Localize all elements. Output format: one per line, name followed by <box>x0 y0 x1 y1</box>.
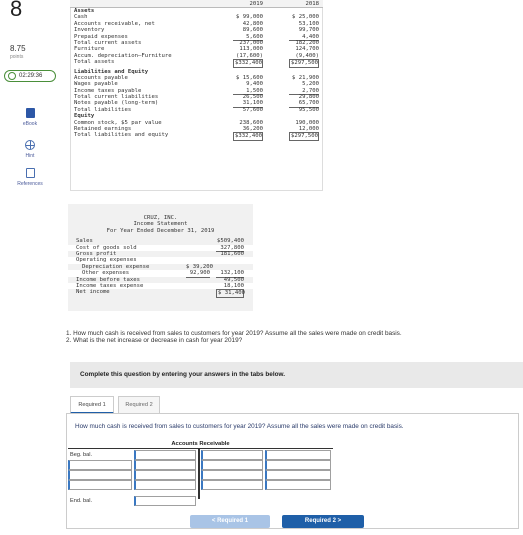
ebook-button[interactable] <box>10 108 50 127</box>
value-2019: 1,500 <box>233 88 263 95</box>
row-label: Accum. depreciation–Furniture <box>74 52 172 59</box>
row-label: Gross profit <box>76 251 117 257</box>
book-icon <box>26 108 35 118</box>
row-label: Depreciation expense <box>82 263 150 270</box>
credit-label-input-2[interactable] <box>201 460 263 470</box>
value-2018: 124,700 <box>295 46 319 53</box>
row-label: Equity <box>74 113 95 120</box>
debit-beg-input[interactable] <box>134 450 196 460</box>
references-button[interactable] <box>10 168 50 187</box>
panel-question: How much cash is received from sales to customers for year 2019? Assume all the sales were made on credit basis. <box>75 423 404 430</box>
debit-label-input-4[interactable] <box>68 480 132 490</box>
value-2018: 95,500 <box>298 106 319 113</box>
row-label: Income before taxes <box>76 276 140 283</box>
row-label: Liabilities and Equity <box>74 68 149 75</box>
points-value: 8.75 <box>10 44 26 53</box>
value-2018: 2,700 <box>289 88 319 95</box>
tab-required-2[interactable]: Required 2 <box>118 396 160 414</box>
tab-required-1[interactable]: Required 1 <box>70 396 114 414</box>
row-label: Total assets <box>74 59 115 66</box>
credit-label-input-4[interactable] <box>201 480 263 490</box>
value-2018: $297,500 <box>291 133 318 140</box>
points-label: points <box>10 54 24 60</box>
value-2019: 238,600 <box>239 119 263 126</box>
beg-bal-label: Beg. bal. <box>70 452 93 458</box>
row-label: Operating expenses <box>76 257 137 264</box>
detail-amount: 92,900 <box>186 270 210 277</box>
value-2018: 5,200 <box>302 81 319 88</box>
credit-amount-input-1[interactable] <box>265 450 331 460</box>
credit-amount-input-3[interactable] <box>265 470 331 480</box>
income-statement <box>68 204 253 311</box>
detail-amount: $ 39,200 <box>186 263 213 270</box>
debit-amount-input-3[interactable] <box>134 470 196 480</box>
value-2018: $ 25,000 <box>292 14 319 21</box>
row-label: Accounts payable <box>74 74 128 81</box>
hint-button[interactable] <box>10 140 50 159</box>
value-2019: 42,800 <box>242 20 263 27</box>
total-amount: $ 31,400 <box>218 290 245 297</box>
debit-amount-input-2[interactable] <box>134 460 196 470</box>
end-bal-label: End. bal. <box>70 498 93 504</box>
row-label: Income taxes payable <box>74 87 142 94</box>
value-2018: 182,200 <box>295 39 319 46</box>
references-icon <box>26 168 35 178</box>
value-2018: (9,400) <box>289 53 319 60</box>
value-2018: $297,500 <box>291 60 318 67</box>
income-statement-title: Income Statement <box>133 221 188 228</box>
balance-sheet-header <box>70 0 323 8</box>
value-2018: 99,700 <box>298 27 319 34</box>
total-amount: 327,800 <box>216 245 244 252</box>
column-2018: 2018 <box>305 1 319 7</box>
previous-required-button[interactable]: < Required 1 <box>190 515 270 528</box>
value-2019: 9,400 <box>246 81 263 88</box>
row-label: Notes payable (long-term) <box>74 100 159 107</box>
row-label: Furniture <box>74 46 105 53</box>
hint-icon <box>25 140 35 150</box>
income-statement-row <box>68 289 253 295</box>
question-1: 1. How much cash is received from sales to customers for year 2019? Assume all the sales were made on credit basis. <box>66 330 402 337</box>
value-2019: 113,000 <box>239 46 263 53</box>
t-account-title: Accounts Receivable <box>68 441 333 449</box>
value-2019: 31,100 <box>233 100 263 107</box>
value-2019: 5,600 <box>233 34 263 41</box>
credit-label-input-1[interactable] <box>201 450 263 460</box>
value-2018: 12,000 <box>289 126 319 133</box>
row-label: Total liabilities and equity <box>74 132 169 139</box>
credit-amount-input-4[interactable] <box>265 480 331 490</box>
balance-sheet <box>70 0 323 139</box>
value-2019: $332,400 <box>235 60 262 67</box>
value-2019: (17,600) <box>233 53 263 60</box>
value-2019: 57,600 <box>242 106 263 113</box>
row-label: Total current liabilities <box>74 94 159 101</box>
row-label: Assets <box>74 8 95 14</box>
row-label: Retained earnings <box>74 126 132 133</box>
references-label: References <box>17 181 43 187</box>
total-amount: 49,500 <box>223 276 244 283</box>
value-2019: $ 15,600 <box>236 74 263 81</box>
total-amount: $509,400 <box>217 238 244 245</box>
row-label: Inventory <box>74 27 105 34</box>
income-statement-period: For Year Ended December 31, 2019 <box>106 227 215 234</box>
balance-sheet-row <box>70 132 323 138</box>
credit-label-input-3[interactable] <box>201 470 263 480</box>
left-rail <box>0 0 62 535</box>
value-2019: 89,600 <box>242 27 263 34</box>
row-label: Cost of goods sold <box>76 244 137 251</box>
value-2018: 65,700 <box>289 100 319 107</box>
questions <box>66 330 402 345</box>
row-label: Wages payable <box>74 81 118 88</box>
next-required-button[interactable]: Required 2 > <box>282 515 364 528</box>
debit-amount-input-4[interactable] <box>134 480 196 490</box>
debit-label-input-3[interactable] <box>68 470 132 480</box>
t-account-divider <box>198 449 200 499</box>
debit-label-input-2[interactable] <box>68 460 132 470</box>
row-label: Total current assets <box>74 39 142 46</box>
balance-sheet-row <box>70 59 323 65</box>
column-2019: 2019 <box>249 1 263 7</box>
value-2019: $332,400 <box>235 133 262 140</box>
value-2018: $ 21,900 <box>292 74 319 81</box>
income-statement-company: CRUZ, INC. <box>143 215 178 221</box>
timer-value: 02:29:36 <box>19 73 43 79</box>
row-label: Income taxes expense <box>76 282 144 289</box>
credit-amount-input-2[interactable] <box>265 460 331 470</box>
row-label: Other expenses <box>82 270 130 277</box>
instruction-banner: Complete this question by entering your answers in the tabs below. <box>70 362 523 388</box>
value-2019: 36,200 <box>233 126 263 133</box>
value-2019: $ 99,000 <box>236 14 263 21</box>
row-label: Cash <box>74 14 88 21</box>
question-2: 2. What is the net increase or decrease in cash for year 2019? <box>66 337 243 345</box>
ebook-label: eBook <box>22 121 38 127</box>
value-2018: 29,800 <box>298 94 319 101</box>
question-number: 8 <box>10 0 23 21</box>
row-label: Accounts receivable, net <box>74 20 155 27</box>
value-2019: 237,000 <box>239 39 263 46</box>
total-amount: 181,600 <box>220 251 244 257</box>
value-2018: 53,100 <box>298 20 319 27</box>
row-label: Net income <box>76 289 110 296</box>
hint-label: Hint <box>25 153 35 159</box>
value-2018: 4,400 <box>289 34 319 41</box>
timer[interactable] <box>4 70 56 82</box>
total-amount: 132,100 <box>216 270 244 277</box>
row-label: Sales <box>76 238 93 245</box>
row-label: Prepaid expenses <box>74 33 128 40</box>
row-label: Total liabilities <box>74 106 132 113</box>
value-2018: 190,000 <box>295 119 319 126</box>
row-label: Common stock, $5 par value <box>74 119 162 126</box>
total-amount: 18,100 <box>216 283 244 290</box>
value-2019: 26,500 <box>242 94 263 101</box>
debit-end-input[interactable] <box>134 496 196 506</box>
clock-icon <box>8 72 16 80</box>
